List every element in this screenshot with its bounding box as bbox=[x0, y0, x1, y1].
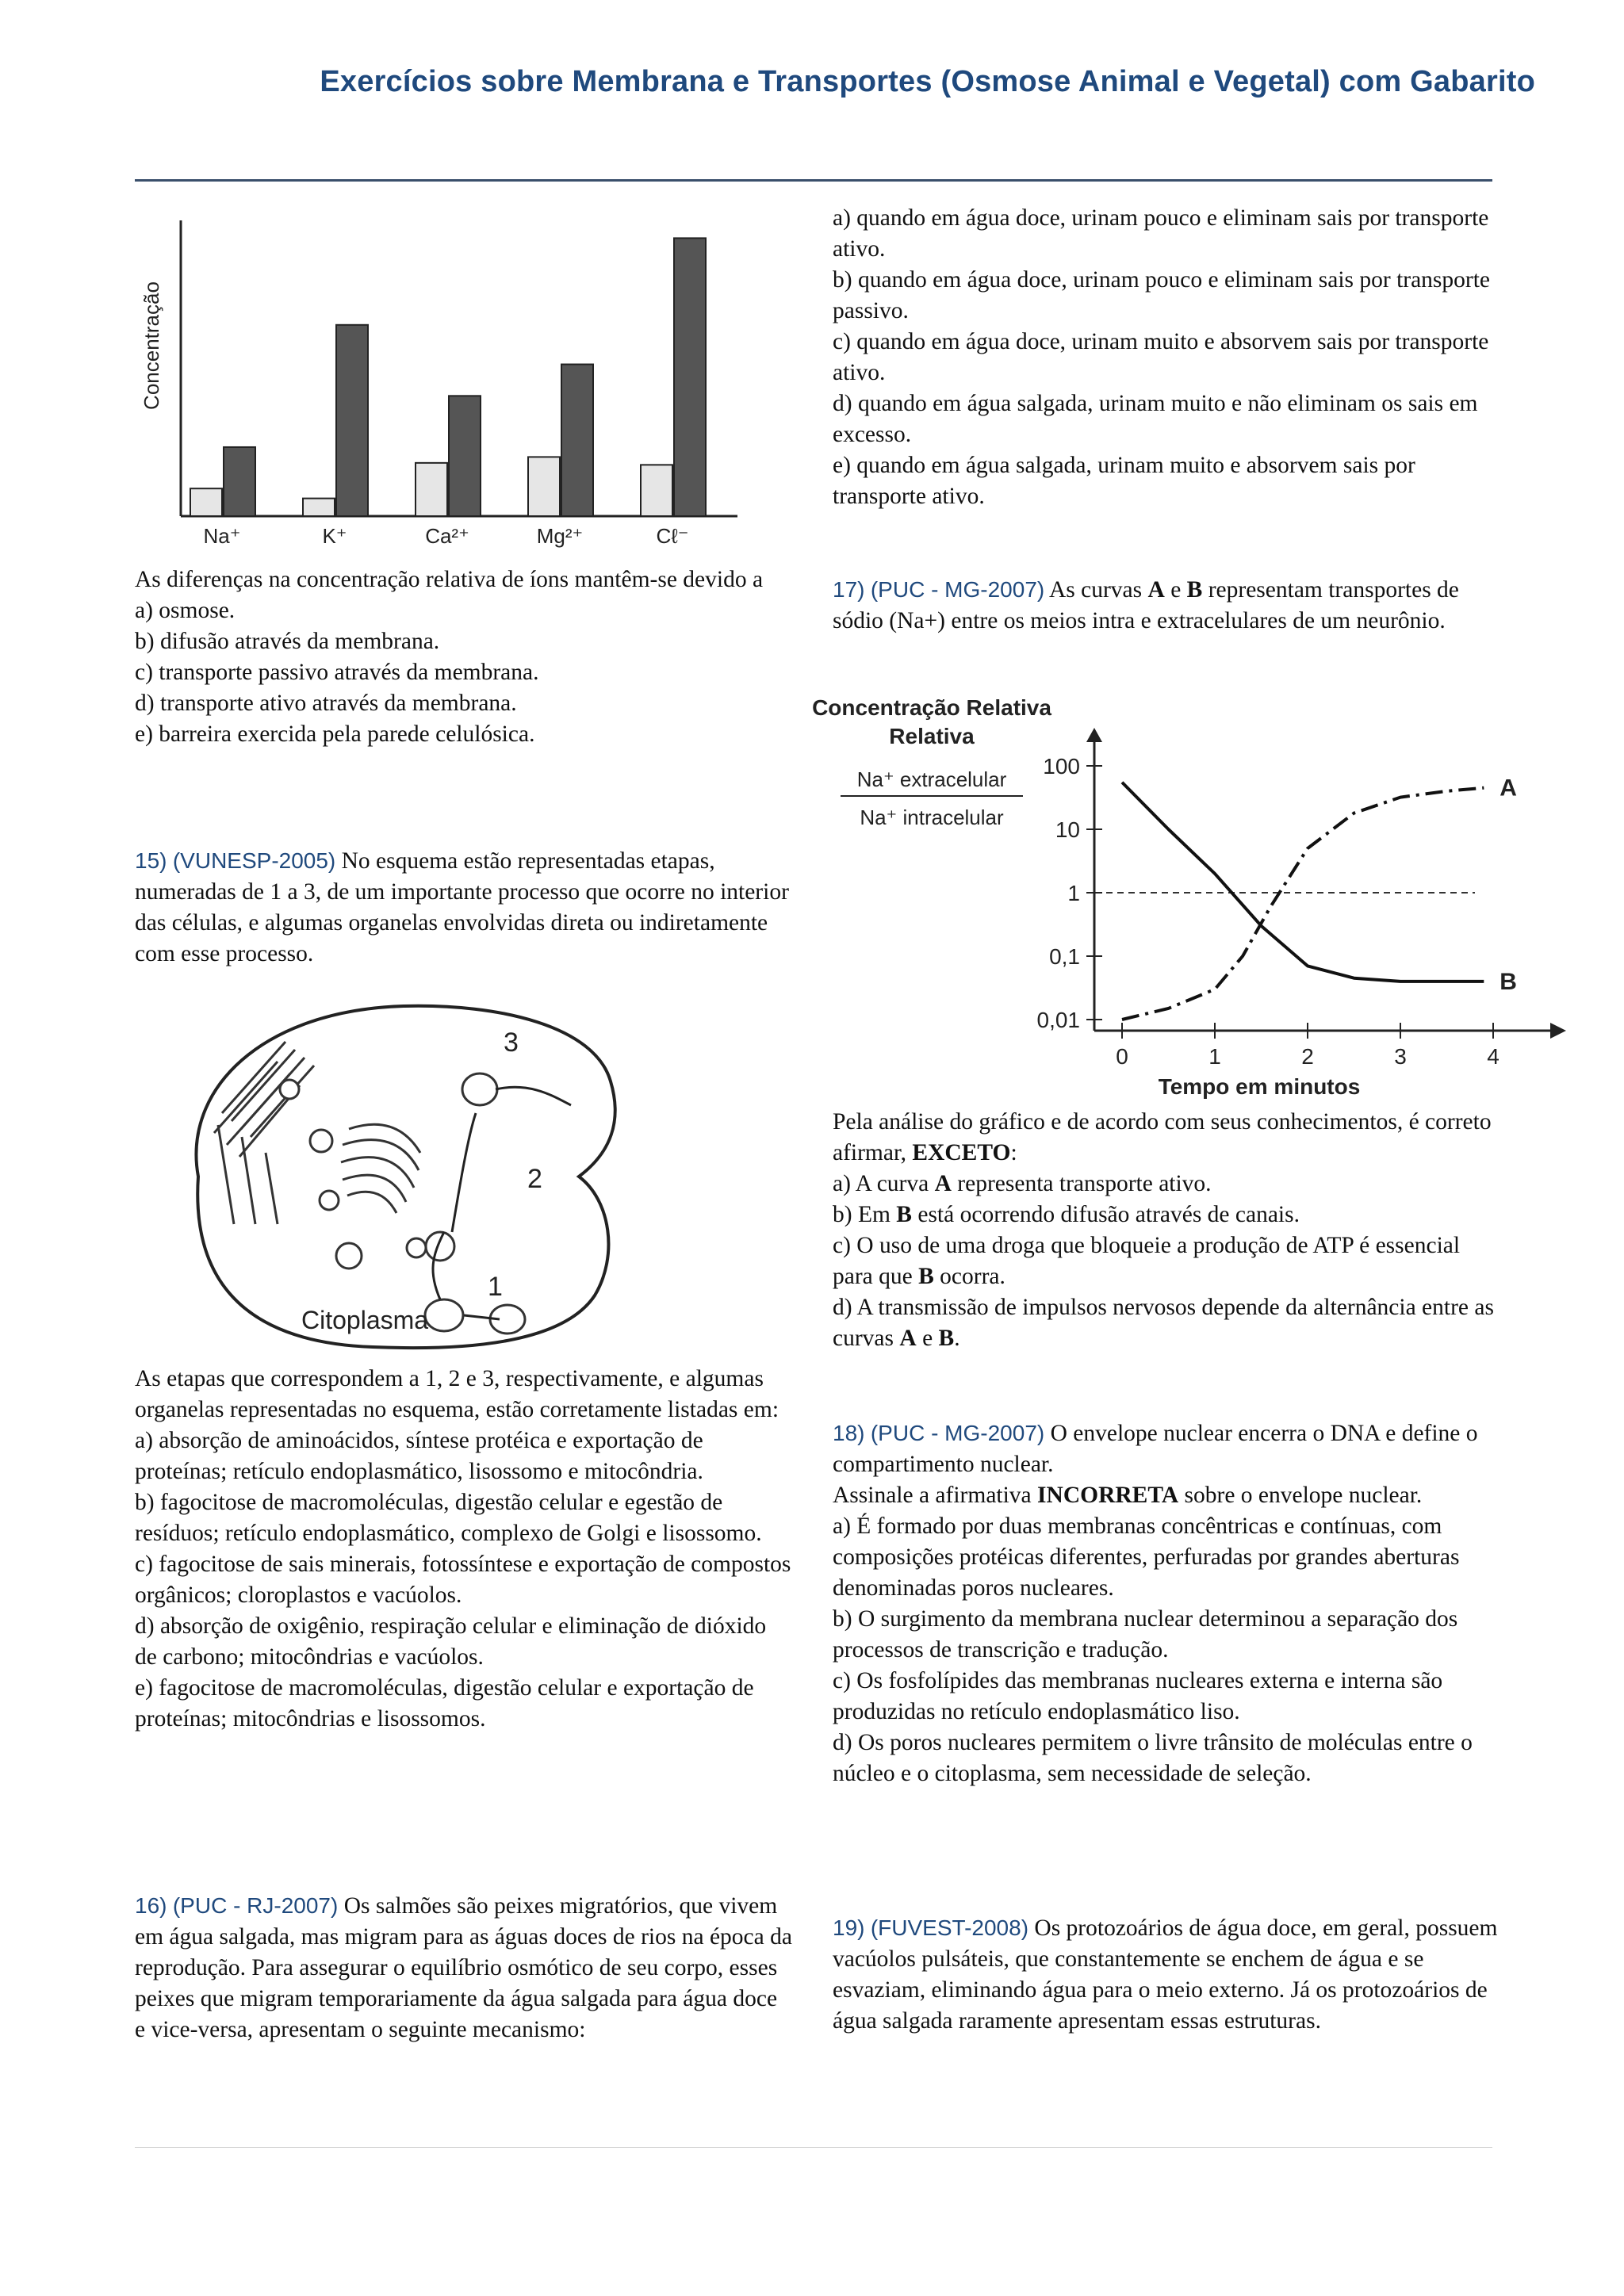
q15-option-c: c) fagocitose de sais minerais, fotossíntese e exportação de compostos orgânicos; cloroplastos e vacúolos. bbox=[135, 1552, 791, 1608]
q19-block bbox=[833, 1912, 1499, 2037]
q16-source: (PUC - RJ-2007) bbox=[172, 1893, 339, 1918]
line-chart-axes bbox=[1037, 728, 1567, 1069]
line-y-tick-label: 0,1 bbox=[1049, 944, 1080, 969]
bar-dark-4 bbox=[674, 238, 706, 516]
q17-curve-b-ref: B bbox=[1186, 577, 1203, 603]
line-y-tick-label: 100 bbox=[1043, 754, 1080, 779]
q17-curve-a-ref: A bbox=[1147, 577, 1165, 603]
q15-stem-2: As etapas que correspondem a 1, 2 e 3, respectivamente, e algumas organelas representadas no esquema, estão corretamente listadas em: bbox=[135, 1366, 779, 1422]
q15-option-e: e) fagocitose de macromoléculas, digestão celular e exportação de proteínas; mitocôndrias e lisossomos. bbox=[135, 1675, 754, 1732]
q18-stem2-part: Assinale a afirmativa bbox=[833, 1483, 1038, 1508]
q17-after-part: Pela análise do gráfico e de acordo com seus conhecimentos, é correto afirmar, bbox=[833, 1109, 1492, 1165]
q16-stem-text: Os salmões são peixes migratórios, que vivem em água salgada, mas migram para as águas doces de rios na época da reprodução. Para assegurar o equilíbrio osmótico de seu corpo, esses peixes que migram temporariamente da água salgada para água doce e vice-versa, apresentam o seguinte mecanismo: bbox=[135, 1893, 792, 2042]
line-x-tick-label: 1 bbox=[1208, 1044, 1221, 1069]
page-title: Exercícios sobre Membrana e Transportes (Osmose Animal e Vegetal) com Gabarito bbox=[320, 65, 1535, 98]
cytoplasm-label: Citoplasma bbox=[301, 1306, 429, 1334]
q17-options bbox=[833, 1107, 1499, 1354]
q14-option-c: c) transporte passivo através da membrana. bbox=[135, 660, 539, 685]
line-chart-series bbox=[1106, 775, 1517, 1020]
footer-rule bbox=[135, 2147, 1492, 2148]
q16-number: 16) bbox=[135, 1893, 167, 1918]
q17-c-part: ocorra. bbox=[933, 1264, 1005, 1289]
q17-a-part: representa transporte ativo. bbox=[951, 1171, 1212, 1196]
golgi-complex bbox=[341, 1124, 420, 1213]
q16-stem bbox=[135, 1890, 793, 2045]
q16-option-b: b) quando em água doce, urinam pouco e eliminam sais por transporte passivo. bbox=[833, 267, 1491, 323]
line-chart-numerator: Na⁺ extracelular bbox=[856, 767, 1007, 791]
q18-option-a: a) É formado por duas membranas concêntricas e contínuas, com composições protéicas diferentes, perfuradas por grandes aberturas denominadas poros nucleares. bbox=[833, 1513, 1460, 1601]
step-3-label: 3 bbox=[504, 1027, 519, 1058]
q15-source: (VUNESP-2005) bbox=[172, 848, 336, 873]
line-x-tick-label: 2 bbox=[1301, 1044, 1314, 1069]
q17-d-curve-a: A bbox=[899, 1326, 917, 1351]
q17-stem bbox=[833, 574, 1499, 637]
line-y-tick-label: 10 bbox=[1055, 817, 1080, 842]
q16-option-c: c) quando em água doce, urinam muito e absorvem sais por transporte ativo. bbox=[833, 329, 1489, 385]
bar-dark-0 bbox=[224, 447, 255, 516]
line-y-arrow bbox=[1086, 728, 1102, 742]
q15-option-d: d) absorção de oxigênio, respiração celular e eliminação de dióxido de carbono; mitocôndrias e vacúolos. bbox=[135, 1613, 767, 1670]
bar-light-1 bbox=[303, 499, 335, 516]
q17-stem-part: e bbox=[1164, 577, 1187, 603]
q18-option-d: d) Os poros nucleares permitem o livre trânsito de moléculas entre o núcleo e o citoplasma, sem necessidade de seleção. bbox=[833, 1730, 1473, 1786]
cell-membrane bbox=[196, 1006, 615, 1348]
q17-except: EXCETO bbox=[912, 1140, 1011, 1165]
q15-stem-text: No esquema estão representadas etapas, numeradas de 1 a 3, de um importante processo que ocorre no interior das células, e algumas organelas envolvidas direta ou indiretamente com esse processo. bbox=[135, 848, 789, 966]
q17-b-part: está ocorrendo difusão através de canais. bbox=[911, 1202, 1300, 1227]
q17-stem-part: As curvas bbox=[1048, 577, 1148, 603]
q15-option-a: a) absorção de aminoácidos, síntese protéica e exportação de proteínas; retículo endoplasmático, lisossomo e mitocôndria. bbox=[135, 1428, 703, 1484]
q17-a-part: a) A curva bbox=[833, 1171, 935, 1196]
q17-stem-part: representam transportes de sódio (Na+) entre os meios intra e extracelulares de um neurônio. bbox=[833, 577, 1459, 633]
q17-option-a bbox=[833, 1169, 1499, 1200]
bar-category-label: Ca²⁺ bbox=[425, 524, 469, 548]
line-x-tick-label: 0 bbox=[1116, 1044, 1128, 1069]
q19-source: (FUVEST-2008) bbox=[870, 1915, 1029, 1940]
line-x-arrow bbox=[1550, 1023, 1566, 1039]
endoplasmic-reticulum bbox=[214, 1042, 314, 1224]
cell-diagram bbox=[167, 994, 650, 1359]
q17-c-part: c) O uso de uma droga que bloqueie a produção de ATP é essencial para que bbox=[833, 1233, 1461, 1289]
curve-b bbox=[1122, 783, 1484, 982]
q17-option-b bbox=[833, 1200, 1499, 1230]
q14-option-b: b) difusão através da membrana. bbox=[135, 629, 440, 654]
q17-d-curve-b: B bbox=[938, 1326, 955, 1351]
q14-option-a: a) osmose. bbox=[135, 598, 236, 623]
q18-incorrect: INCORRETA bbox=[1037, 1483, 1179, 1508]
q17-d-part: e bbox=[916, 1326, 939, 1351]
line-x-tick-label: 3 bbox=[1394, 1044, 1407, 1069]
bar-dark-2 bbox=[449, 396, 481, 516]
bar-y-label: Concentração bbox=[140, 281, 163, 410]
q18-source: (PUC - MG-2007) bbox=[870, 1421, 1045, 1445]
q18-number: 18) bbox=[833, 1421, 865, 1445]
q15-block bbox=[135, 845, 793, 970]
q15-stem bbox=[135, 845, 793, 970]
q17-c-curve: B bbox=[918, 1264, 934, 1289]
q19-stem-text: Os protozoários de água doce, em geral, possuem vacúolos pulsáteis, que constantemente se enchem de água e se esvaziam, eliminando água para o meio externo. Já os protozoários de água salgada raramente apresentam essas estruturas. bbox=[833, 1915, 1498, 2034]
q17-option-c bbox=[833, 1230, 1499, 1292]
bar-light-2 bbox=[416, 463, 447, 516]
line-chart-title: Concentração Relativa bbox=[812, 695, 1051, 720]
bar-category-label: Na⁺ bbox=[203, 524, 241, 548]
q14-stem: As diferenças na concentração relativa de íons mantêm-se devido a bbox=[135, 567, 764, 592]
q16-options bbox=[833, 203, 1499, 512]
line-x-tick-label: 4 bbox=[1487, 1044, 1500, 1069]
q19-stem bbox=[833, 1912, 1499, 2037]
bar-light-3 bbox=[528, 457, 560, 516]
bar-light-4 bbox=[641, 465, 672, 516]
q17-d-part: . bbox=[954, 1326, 960, 1351]
q18-stem bbox=[833, 1418, 1499, 1480]
q17-b-curve: B bbox=[896, 1202, 912, 1227]
q16-block bbox=[135, 1890, 793, 2045]
q16-option-e: e) quando em água salgada, urinam muito e absorvem sais por transporte ativo. bbox=[833, 453, 1415, 509]
q15-options bbox=[135, 1364, 793, 1735]
q17-a-curve: A bbox=[934, 1171, 952, 1196]
q15-option-b: b) fagocitose de macromoléculas, digestão celular e egestão de resíduos; retículo endoplasmático, complexo de Golgi e lisossomo. bbox=[135, 1490, 762, 1546]
bar-dark-1 bbox=[336, 325, 368, 516]
q18-stem-2 bbox=[833, 1480, 1499, 1511]
q18-option-c: c) Os fosfolípides das membranas nucleares externa e interna são produzidas no retículo endoplasmático liso. bbox=[833, 1668, 1443, 1724]
q18-option-b: b) O surgimento da membrana nuclear determinou a separação dos processos de transcrição e tradução. bbox=[833, 1606, 1458, 1663]
curve-a bbox=[1122, 788, 1484, 1020]
q17-after-part: : bbox=[1010, 1140, 1017, 1165]
q18-block bbox=[833, 1418, 1499, 1789]
q15-number: 15) bbox=[135, 848, 167, 873]
ion-bar-chart bbox=[135, 203, 769, 552]
curve-label-a: A bbox=[1500, 775, 1517, 802]
q17-b-part: b) Em bbox=[833, 1202, 897, 1227]
q17-option-d bbox=[833, 1292, 1499, 1354]
line-x-label: Tempo em minutos bbox=[1158, 1074, 1361, 1099]
q17-block bbox=[833, 574, 1499, 637]
bar-light-0 bbox=[190, 488, 222, 516]
q18-stem2-part: sobre o envelope nuclear. bbox=[1178, 1483, 1423, 1508]
sodium-transport-chart bbox=[812, 688, 1517, 1108]
line-y-tick-label: 0,01 bbox=[1036, 1008, 1080, 1032]
q17-source: (PUC - MG-2007) bbox=[870, 577, 1045, 602]
step-2-label: 2 bbox=[527, 1164, 542, 1194]
curve-label-b: B bbox=[1500, 968, 1517, 995]
bar-category-label: Cℓ⁻ bbox=[656, 524, 689, 548]
bar-category-label: Mg²⁺ bbox=[536, 524, 584, 548]
q14-option-e: e) barreira exercida pela parede celulósica. bbox=[135, 721, 535, 747]
line-chart-denominator: Na⁺ intracelular bbox=[860, 806, 1004, 829]
q17-d-part: d) A transmissão de impulsos nervosos depende da alternância entre as curvas bbox=[833, 1295, 1494, 1351]
q17-after-stem bbox=[833, 1107, 1499, 1169]
q14-option-d: d) transporte ativo através da membrana. bbox=[135, 691, 517, 716]
line-chart-title-2: Relativa bbox=[889, 724, 975, 748]
q19-number: 19) bbox=[833, 1915, 865, 1940]
q16-option-d: d) quando em água salgada, urinam muito e não eliminam os sais em excesso. bbox=[833, 391, 1478, 447]
q14-block bbox=[135, 564, 793, 750]
step-1-label: 1 bbox=[488, 1272, 503, 1302]
bar-marks bbox=[190, 238, 706, 548]
header-rule bbox=[135, 179, 1492, 182]
bar-dark-3 bbox=[561, 365, 593, 516]
bar-category-label: K⁺ bbox=[322, 524, 347, 548]
q17-number: 17) bbox=[833, 577, 865, 602]
line-y-tick-label: 1 bbox=[1067, 881, 1080, 905]
q18-stem-text: O envelope nuclear encerra o DNA e define o compartimento nuclear. bbox=[833, 1421, 1478, 1477]
q16-option-a: a) quando em água doce, urinam pouco e eliminam sais por transporte ativo. bbox=[833, 205, 1489, 262]
